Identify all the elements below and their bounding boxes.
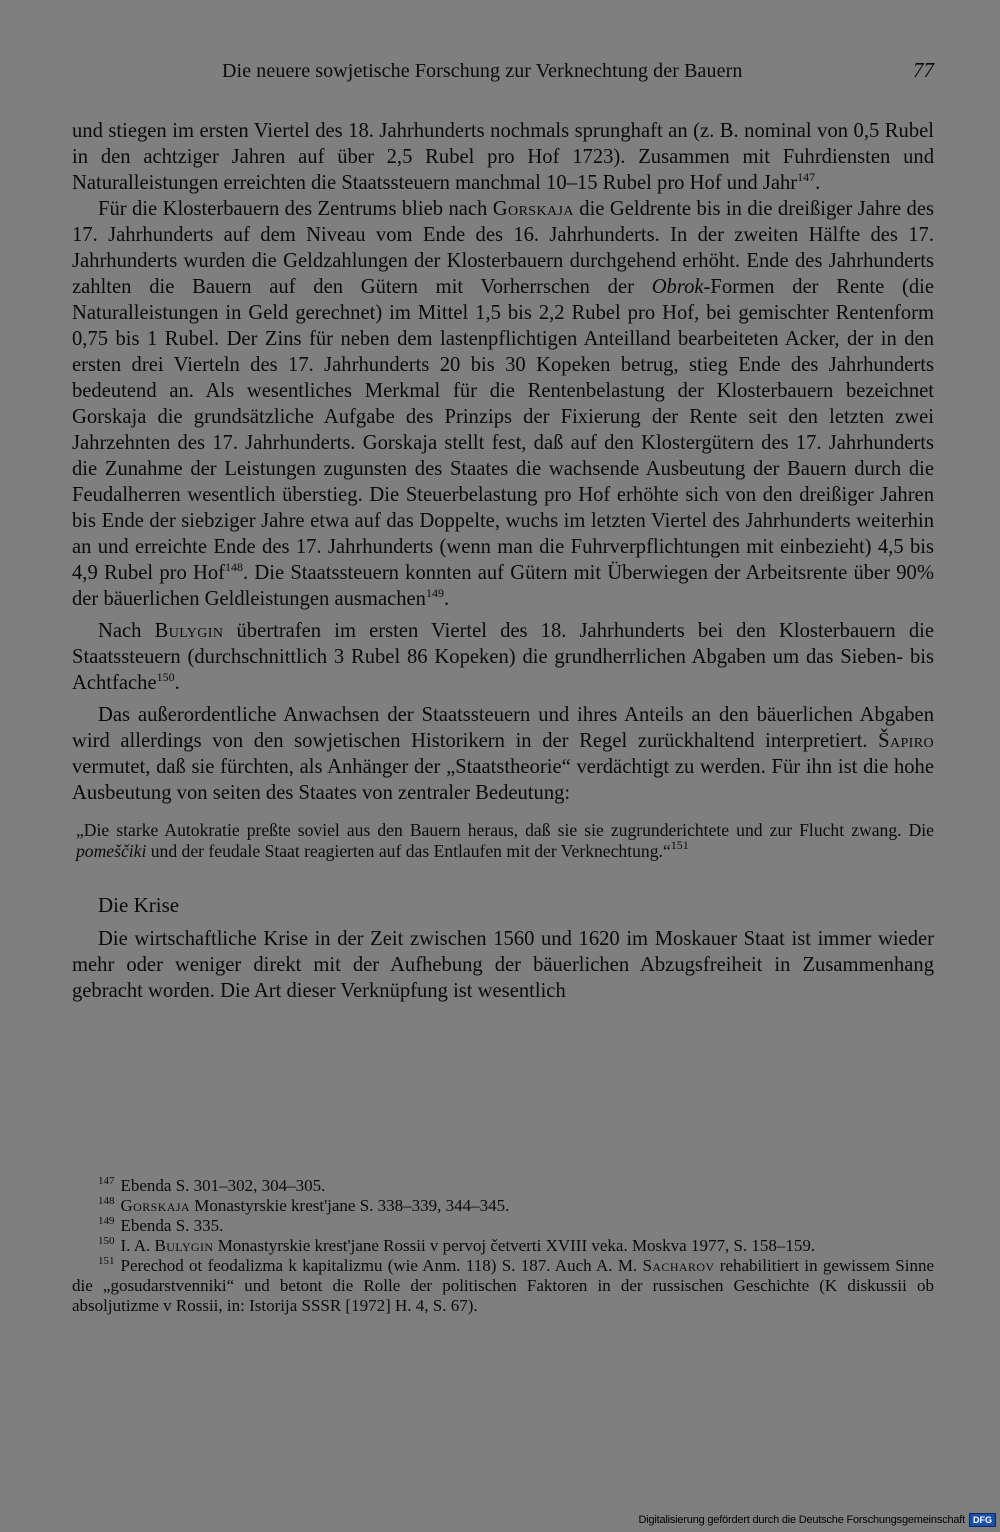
footnote-151 <box>72 1256 934 1316</box>
footnote-author: Bulygin <box>154 1236 214 1255</box>
paragraph-2-end: . <box>443 588 450 610</box>
footnote-number: 149 <box>98 1215 115 1227</box>
section-heading: Die Krise <box>98 893 180 917</box>
footnote-ref-150[interactable]: 150 <box>156 670 175 684</box>
footnote-150 <box>72 1236 934 1256</box>
footnote-text: Monastyrskie krest'jane S. 338–339, 344–345. <box>190 1196 510 1215</box>
term-obrok: Obrok <box>651 276 704 298</box>
paragraph-5: Die wirtschaftliche Krise in der Zeit zwischen 1560 und 1620 im Moskauer Staat ist immer wieder mehr oder weniger direkt mit der Aufhebung der bäuerlichen Abzugsfreiheit in Zusammenhang gebracht worden. Die Art dieser Verknüpfung ist wesentlich <box>72 928 934 1002</box>
footnote-number: 147 <box>98 1175 115 1187</box>
footnote-ref-149[interactable]: 149 <box>425 586 444 600</box>
running-head <box>72 58 934 90</box>
block-quote-text <box>76 820 934 862</box>
footnote-author: Sacharov <box>642 1256 715 1275</box>
footnote-text: Ebenda S. 301–302, 304–305. <box>120 1176 326 1195</box>
running-title: Die neuere sowjetische Forschung zur Verknechtung der Bauern <box>222 60 743 82</box>
author-sapiro: Šapiro <box>878 730 934 752</box>
paragraph-1 <box>72 118 934 196</box>
paragraph-2 <box>72 196 934 612</box>
footnote-text-2: rehabilitiert in gewissem Sinne die „gosudarstvenniki“ und betont die Rolle der politischen Faktoren in der russischen Geschichte (K diskussii ob absoljutizme v Rossii, in: Istorija SSSR [1972] H. 4, S. 67). <box>72 1256 934 1315</box>
paragraph-1-end: . <box>815 172 821 194</box>
paragraph-3-text-a: Nach <box>98 620 155 642</box>
footnote-147 <box>72 1176 934 1196</box>
funding-text: Digitalisierung gefördert durch die Deutsche Forschungsgemeinschaft <box>638 1514 965 1526</box>
paragraph-3 <box>72 618 934 696</box>
quote-text-b: und der feudale Staat reagierten auf das Entlaufen mit der Verknechtung.“ <box>146 841 671 861</box>
footnote-ref-151[interactable]: 151 <box>670 838 689 852</box>
paragraph-2-text-b: die Geldrente bis in die dreißiger Jahre des 17. Jahrhunderts auf dem Niveau vom Ende des 16. Jahrhunderts. In der zweiten Hälfte des 17. Jahrhunderts wurden die Geldzahlungen der Klosterbauern durchgehend erhöht. Ende des Jahrhunderts zahlten die Bauern auf den Gütern mit Vorherrschen der <box>72 198 935 298</box>
paragraph-4-text-b: vermutet, daß sie fürchten, als Anhänger der „Staatstheorie“ verdächtigt zu werden. Für ihn ist die hohe Ausbeutung von seiten des Staates von zentraler Bedeutung: <box>72 756 934 804</box>
paragraph-2-text-d: . Die Staatssteuern konnten auf Gütern mit Überwiegen der Arbeitsrente über 90% der bäuerlichen Geldleistungen ausmachen <box>72 562 935 610</box>
footnote-number: 151 <box>98 1255 115 1267</box>
footnote-ref-148[interactable]: 148 <box>225 560 244 574</box>
footnote-149 <box>72 1216 934 1236</box>
term-pomesciki: pomeščiki <box>76 841 147 861</box>
footnote-number: 150 <box>98 1235 115 1247</box>
paragraph-4-text-a: Das außerordentliche Anwachsen der Staatssteuern und ihres Anteils an den bäuerlichen Abgaben wird allerdings von den sowjetischen Historikern in der Regel zurückhaltend interpretiert. <box>72 704 934 752</box>
page-number: 77 <box>913 58 934 82</box>
paragraph-2-text-c: -Formen der Rente (die Naturalleistungen in Geld gerechnet) im Mittel 1,5 bis 2,2 Rubel pro Hof, bei gemischter Rentenform 0,75 bis 1 Rubel. Der Zins für neben dem lastenpflichtigen Anteilland bearbeiteten Acker, der in den ersten drei Vierteln des 17. Jahrhunderts 20 bis 30 Kopeken betrug, stieg Ende des Jahrhunderts bedeutend an. Als wesentliches Merkmal für die Rentenbelastung der Klosterbauern bezeichnet Gorskaja die grundsätzliche Aufgabe des Prinzips der Fixierung der Rente seit den letzten zwei Jahrzehnten des 17. Jahrhunderts. Gorskaja stellt fest, daß auf den Klostergütern des 17. Jahrhunderts die Zunahme der Leistungen zugunsten des Staates die wachsende Ausbeutung der Bauern durch die Feudalherren wesentlich überstieg. Die Steuerbelastung pro Hof erhöhte sich von den dreißiger Jahren bis Ende der siebziger Jahre etwa auf das Doppelte, wuchs im letzten Viertel des Jahrhunderts weiterhin an und erreichte Ende des 17. Jahrhunderts (wenn man die Fuhrverpflichtungen mit einbezieht) 4,5 bis 4,9 Rubel pro Hof <box>72 276 935 584</box>
footnote-pre: I. A. <box>120 1236 155 1255</box>
footnote-text: Ebenda S. 335. <box>120 1216 224 1235</box>
block-quote <box>72 820 934 862</box>
paragraph-3-end: . <box>174 672 180 694</box>
paragraph-2-text-a: Für die Klosterbauern des Zentrums blieb nach <box>98 198 493 220</box>
paragraph-4 <box>72 702 934 806</box>
quote-text-a: „Die starke Autokratie preßte soviel aus den Bauern heraus, daß sie sie zugrunderichtete und zur Flucht zwang. Die <box>76 820 934 840</box>
funding-banner <box>638 1512 996 1528</box>
footnote-number: 148 <box>98 1195 115 1207</box>
paragraph-1-text: und stiegen im ersten Viertel des 18. Jahrhunderts nochmals sprunghaft an (z. B. nominal von 0,5 Rubel in den achtziger Jahren auf über 2,5 Rubel pro Hof 1723). Zusammen mit Fuhrdiensten und Naturalleistungen erreichten die Staatssteuern manchmal 10–15 Rubel pro Hof und Jahr <box>72 120 934 194</box>
author-bulygin: Bulygin <box>154 620 224 642</box>
footnote-ref-147[interactable]: 147 <box>797 170 816 184</box>
footnote-text: Perechod ot feodalizma k kapitalizmu (wie Anm. 118) S. 187. Auch A. M. <box>120 1256 643 1275</box>
footnote-148 <box>72 1196 934 1216</box>
footnote-text: Monastyrskie krest'jane Rossii v pervoj četverti XVIII veka. Moskva 1977, S. 158–159. <box>213 1236 816 1255</box>
dfg-logo-icon: DFG <box>969 1513 996 1527</box>
author-gorskaja: Gorskaja <box>492 198 574 220</box>
footnote-author: Gorskaja <box>120 1196 190 1215</box>
body-text <box>72 118 934 1004</box>
paragraph-3-text-b: übertrafen im ersten Viertel des 18. Jahrhunderts bei den Klosterbauern die Staatssteuern (durchschnittlich 3 Rubel 86 Kopeken) die grundherrlichen Abgaben um das Sieben- bis Achtfache <box>72 620 934 694</box>
footnotes <box>72 1176 934 1316</box>
